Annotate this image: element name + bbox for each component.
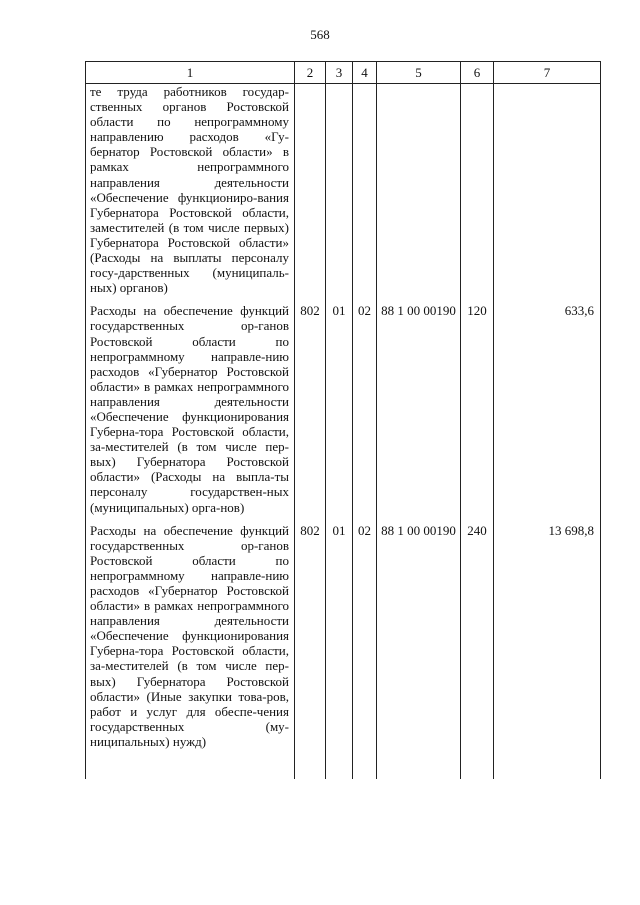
header-row	[86, 62, 601, 84]
row-description: Расходы на обеспечение функций государственных ор-ганов Ростовской области по непрограммному направле-нию расходов «Губернатор Ростовской области» в рамках непрограммного направления деятельности «Обеспечение функционирования Губерна-тора Ростовской области, за-местителей (в том числе пер-вых) Губернатора Ростовской области» (Расходы на выпла-ты персоналу государствен-ных (муниципальных) орга-нов)	[86, 295, 295, 514]
column-header-description: 1	[86, 62, 295, 84]
row-subsection	[353, 84, 377, 296]
row-ministry: 802	[295, 515, 326, 749]
row-target: 88 1 00 00190	[377, 515, 461, 749]
row-subsection: 02	[353, 295, 377, 514]
column-header-section: 3	[326, 62, 353, 84]
row-description: Расходы на обеспечение функций государственных ор-ганов Ростовской области по непрограммному направле-нию расходов «Губернатор Ростовской области» в рамках непрограммного направления деятельности «Обеспечение функционирования Губерна-тора Ростовской области, за-местителей (в том числе пер-вых) Губернатора Ростовской области» (Иные закупки това-ров, работ и услуг для обеспе-чения государственных (му-ниципальных) нужд)	[86, 515, 295, 749]
row-amount	[494, 84, 601, 296]
row-description: те труда работников государ-ственных органов Ростовской области по непрограммному направлению расходов «Гу-бернатор Ростовской области» в рамках непрограммного направления деятельности «Обеспечение функциониро-вания Губернатора Ростовской области, заместителей (в том числе первых) Губернатора Ростовской области» (Расходы на выплаты персоналу госу-дарственных (муниципаль-ных) органов)	[86, 84, 295, 296]
table-header	[86, 62, 601, 84]
row-target	[377, 84, 461, 296]
column-header-target: 5	[377, 62, 461, 84]
row-expense-type: 120	[461, 295, 494, 514]
row-subsection: 02	[353, 515, 377, 749]
row-expense-type: 240	[461, 515, 494, 749]
table-row-spacer	[86, 749, 601, 779]
row-ministry	[295, 84, 326, 296]
budget-table	[85, 61, 601, 779]
column-header-amount: 7	[494, 62, 601, 84]
row-section: 01	[326, 295, 353, 514]
column-header-subsection: 4	[353, 62, 377, 84]
row-section	[326, 84, 353, 296]
row-target: 88 1 00 00190	[377, 295, 461, 514]
column-header-ministry: 2	[295, 62, 326, 84]
table-row	[86, 515, 601, 749]
table-body	[86, 84, 601, 780]
row-amount: 633,6	[494, 295, 601, 514]
row-expense-type	[461, 84, 494, 296]
column-header-expense-type: 6	[461, 62, 494, 84]
page-number: 568	[310, 27, 330, 42]
row-ministry: 802	[295, 295, 326, 514]
table-row	[86, 84, 601, 296]
table-row	[86, 295, 601, 514]
row-section: 01	[326, 515, 353, 749]
row-amount: 13 698,8	[494, 515, 601, 749]
